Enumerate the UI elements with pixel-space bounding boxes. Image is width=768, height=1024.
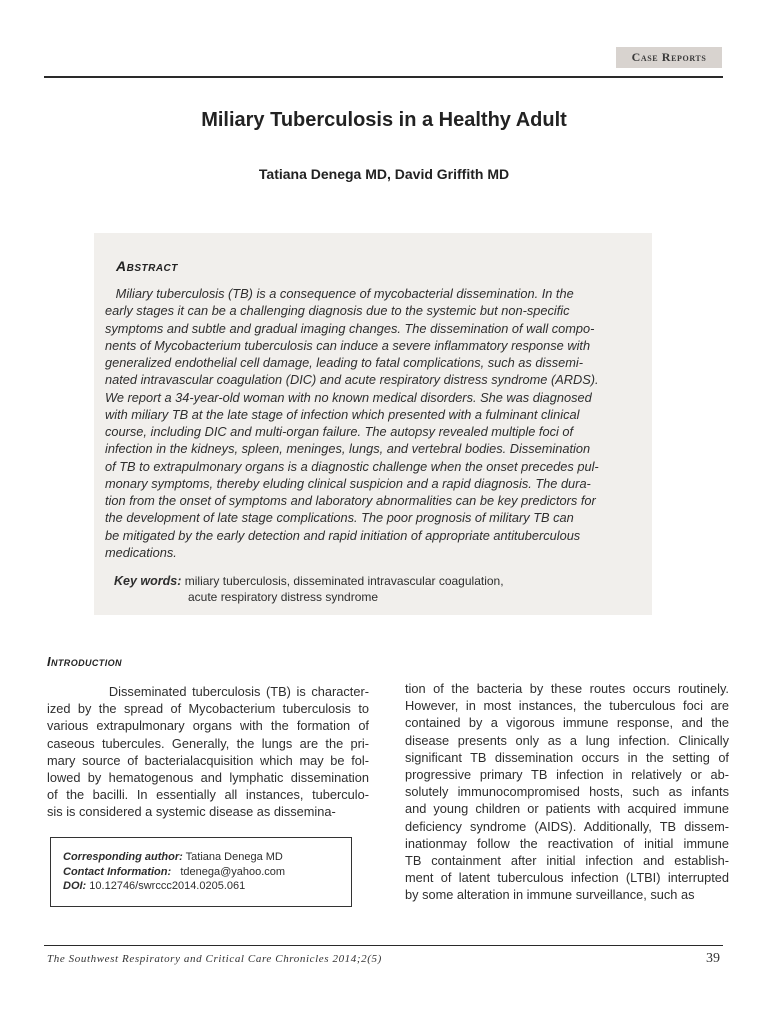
text-line: inationmay follow the reactivation of initial immune [405,835,729,851]
doi-label: DOI: [63,880,87,892]
text-line: progressive primary TB infection in relatively or ab- [405,767,729,783]
text-line: mary source of bacterialacquisition which may be fol- [47,752,369,768]
keywords-line-1: miliary tuberculosis, disseminated intravascular coagulation, [184,574,504,588]
text-line: ized by the spread of Mycobacterium tuberculosis to [47,701,369,717]
text-line: by some alteration in immune surveillance, such as [405,887,695,903]
abstract-line: symptoms and subtle and gradual imaging changes. The dissemination of wall compo- [105,320,595,336]
text-line: ment of latent tuberculous infection (LTBI) interrupted [405,870,729,886]
abstract-line: nated intravascular coagulation (DIC) and acute respiratory distress syndrome (ARDS). [105,372,599,388]
footer-rule [44,945,723,946]
abstract-line: generalized endothelial cell damage, leading to fatal complications, such as dissemi- [105,355,584,370]
text-line: of the bacilli. In essentially all instances, tuberculo- [47,787,369,803]
abstract-line: be mitigated by the early detection and rapid initiation of appropriate antituberculous [105,527,581,543]
abstract-line: course, including DIC and multi-organ failure. The autopsy revealed multiple foci of [105,424,574,439]
abstract-line: with miliary TB at the late stage of infection which presented with a fulminant clinical [105,406,580,422]
corresponding-author [63,850,351,865]
text-line: caseous tubercules. Generally, the lungs are the pri- [47,735,369,751]
abstract-line: nents of Mycobacterium tuberculosis can induce a severe inflammatory response with [105,337,591,353]
abstract-line: monary symptoms, thereby eluding clinical suspicion and a rapid diagnosis. The dura- [105,475,591,491]
text-line: deficiency syndrome (AIDS). Additionally, TB dissem- [405,818,729,834]
contact-information [63,865,351,880]
text-line: disease presents only as a lung infection. Clinically [405,732,729,748]
contact-email[interactable]: tdenega@yahoo.com [180,865,286,878]
text-line: solutely immunocompromised hosts, such as infants [405,784,729,800]
abstract-line: early stages it can be a challenging diagnosis due to the systemic but non-specific [105,303,570,319]
abstract-line: the development of late stage complications. The poor prognosis of military TB can [105,510,574,526]
article-authors: Tatiana Denega MD, David Griffith MD [258,166,510,182]
abstract-line: We report a 34-year-old woman with no known medical disorders. She was diagnosed [105,389,592,405]
text-line: various extrapulmonary organs with the formation of [47,718,369,734]
corresponding-author-label: Corresponding author: [63,851,183,863]
abstract-line: infection in the kidneys, spleen, meninges, lungs, and vertebral bodies. Dissemination [105,441,591,457]
keywords-label: Key words: [114,574,182,588]
text-line: Disseminated tuberculosis (TB) is character- [47,684,369,699]
intro-left-column [47,683,369,821]
doi-value[interactable]: 10.12746/swrccc2014.0205.061 [89,880,246,892]
doi [63,879,351,894]
keywords [114,573,634,605]
keywords-line-2: acute respiratory distress syndrome [188,590,379,604]
text-line: tion of the bacteria by these routes occurs routinely. [405,681,729,696]
abstract-heading: Abstract [116,258,178,274]
abstract-line: of TB to extrapulmonary organs is a diagnostic challenge when the onset precedes pul- [105,458,599,474]
text-line: lowed by hematogenous and lymphatic dissemination [47,770,369,786]
abstract-line: medications. [105,544,177,560]
text-line: and young children or patients with acquired immune [405,801,729,817]
intro-right-column [405,680,729,904]
abstract-line: Miliary tuberculosis (TB) is a consequence of mycobacterial dissemination. In the [105,286,574,301]
contact-information-label: Contact Information: [63,865,172,878]
text-line: However, in most instances, the tuberculous foci are [405,698,729,714]
abstract-line: tion from the onset of symptoms and laboratory abnormalities can be key predictors for [105,493,596,508]
corresponding-author-value: Tatiana Denega MD [185,851,283,863]
section-tag: Case Reports [616,47,722,68]
text-line: significant TB dissemination occurs in the setting of [405,749,729,765]
introduction-heading: Introduction [47,654,122,669]
journal-citation: The Southwest Respiratory and Critical Care Chronicles 2014;2(5) [47,953,382,965]
abstract-body [105,285,641,561]
page-number: 39 [706,951,720,966]
text-line: contained by a vigorous immune response, and the [405,715,729,731]
header-rule [44,76,723,78]
correspondence-box [50,837,352,907]
text-line: TB containment after initial infection and establish- [405,853,729,869]
text-line: sis is considered a systemic disease as dissemina- [47,804,336,820]
article-title: Miliary Tuberculosis in a Healthy Adult [201,109,567,131]
